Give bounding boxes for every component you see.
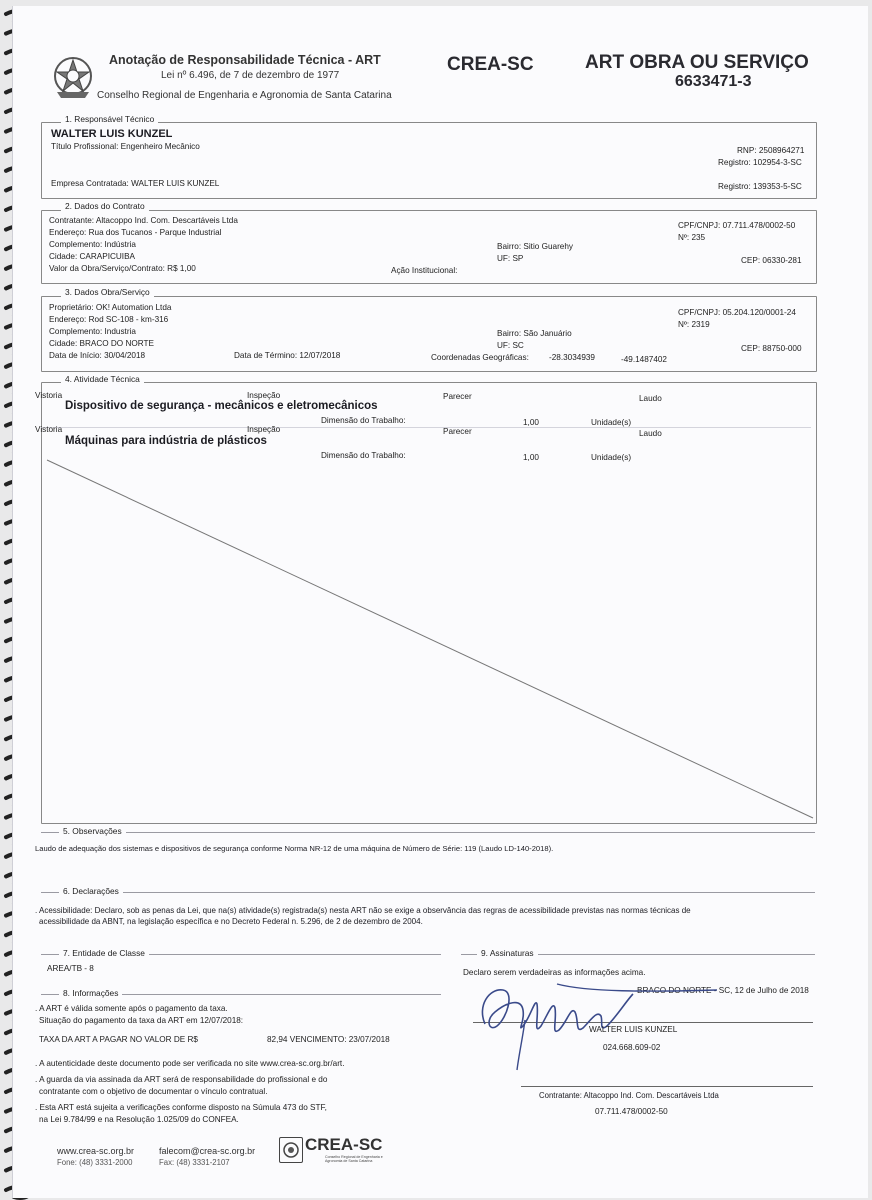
- acao-institucional: Ação Institucional:: [391, 266, 458, 275]
- section-5-title: 5. Observações: [59, 826, 126, 836]
- section-6-title: 6. Declarações: [59, 886, 123, 896]
- titulo-profissional: Título Profissional: Engenheiro Mecânico: [51, 142, 200, 151]
- activity-laudo: Laudo: [639, 394, 662, 403]
- declaracao-line-1: . Acessibilidade: Declaro, sob as penas da Lei, que na(s) atividade(s) registrada(s) nesta ART não se exige a observância das regras de acessibilidade previstas nas normas técnicas de: [35, 906, 691, 915]
- art-type: ART OBRA OU SERVIÇO: [585, 52, 809, 73]
- header-law: Lei nº 6.496, de 7 de dezembro de 1977: [161, 70, 340, 81]
- contrato-valor: Valor da Obra/Serviço/Contrato: R$ 1,00: [49, 264, 196, 273]
- declaracao-line-2: acessibilidade da ABNT, na legislação específica e no Decreto Federal n. 5.296, de 2 de dezembro de 2004.: [39, 917, 423, 926]
- obra-endereco: Endereço: Rod SC-108 - km-316: [49, 315, 169, 324]
- footer-email: falecom@crea-sc.org.br: [159, 1146, 256, 1156]
- contrato-cep: CEP: 06330-281: [741, 256, 802, 265]
- footer-logo-sub: Conselho Regional de Engenharia e Agronomia de Santa Catarina: [325, 1155, 383, 1163]
- responsavel-name: WALTER LUIS KUNZEL: [51, 128, 173, 140]
- footer-site: www.crea-sc.org.br: [57, 1146, 135, 1156]
- longitude: -49.1487402: [621, 355, 667, 364]
- activity-inspecao: Inspeção: [247, 425, 281, 434]
- obra-uf: UF: SC: [497, 341, 524, 350]
- art-document: [12, 6, 868, 1198]
- dimension-value: 1,00: [523, 418, 539, 427]
- contrato-cpf: CPF/CNPJ: 07.711.478/0002-50: [678, 221, 796, 230]
- activity-description: Máquinas para indústria de plásticos: [65, 435, 267, 447]
- entidade-classe: AREA/TB - 8: [47, 964, 94, 973]
- contratante-sign: Contratante: Altacoppo Ind. Com. Descartáveis Ltda: [539, 1091, 719, 1100]
- obra-bairro: Bairro: São Januário: [497, 329, 572, 338]
- section-3-title: 3. Dados Obra/Serviço: [61, 287, 154, 297]
- dimension-unit: Unidade(s): [591, 453, 632, 462]
- proprietario: Proprietário: OK! Automation Ltda: [49, 303, 172, 312]
- activity-vistoria: Vistoria: [35, 425, 63, 434]
- data-termino: Data de Término: 12/07/2018: [234, 351, 341, 360]
- signatario-nome: WALTER LUIS KUNZEL: [589, 1025, 678, 1034]
- footer-fone: Fone: (48) 3331-2000: [57, 1158, 133, 1167]
- info-line-8: na Lei 9.784/99 e na Resolução 1.025/09 do CONFEA.: [39, 1115, 239, 1124]
- footer-logo-text: CREA-SC: [305, 1135, 383, 1154]
- contrato-bairro: Bairro: Sitio Guarehy: [497, 242, 573, 251]
- crea-logo-icon: [279, 1137, 303, 1163]
- activity-vistoria: Vistoria: [35, 391, 63, 400]
- section-1-title: 1. Responsável Técnico: [61, 114, 158, 124]
- rnp: RNP: 2508964271: [737, 146, 805, 155]
- void-strike-line: [41, 382, 817, 824]
- info-line-3b: 82,94 VENCIMENTO: 23/07/2018: [267, 1035, 390, 1044]
- obra-cidade: Cidade: BRACO DO NORTE: [49, 339, 154, 348]
- contratante-sign-line: [521, 1086, 813, 1087]
- art-number: 6633471-3: [675, 73, 752, 90]
- handwritten-signature: [467, 966, 727, 1076]
- contrato-uf: UF: SP: [497, 254, 524, 263]
- contrato-cidade: Cidade: CARAPICUIBA: [49, 252, 136, 261]
- section-6-rule: [41, 892, 815, 893]
- dimension-label: Dimensão do Trabalho:: [321, 451, 406, 460]
- header-title: Anotação de Responsabilidade Técnica - ART: [109, 53, 381, 67]
- info-line-7: . Esta ART está sujeita a verificações conforme disposto na Súmula 473 do STF,: [35, 1103, 327, 1112]
- section-5-rule: [41, 832, 815, 833]
- activity-description: Dispositivo de segurança - mecânicos e eletromecânicos: [65, 400, 378, 412]
- contrato-endereco: Endereço: Rua dos Tucanos - Parque Industrial: [49, 228, 222, 237]
- obra-cpf: CPF/CNPJ: 05.204.120/0001-24: [678, 308, 796, 317]
- info-line-6: contratante com o objetivo de documentar o vínculo contratual.: [39, 1087, 268, 1096]
- activity-inspecao: Inspeção: [247, 391, 281, 400]
- dimension-value: 1,00: [523, 453, 539, 462]
- observacoes-text: Laudo de adequação dos sistemas e dispositivos de segurança conforme Norma NR-12 de uma máquina de Número de Série: 119 (Laudo LD-140-2018).: [35, 844, 554, 853]
- info-line-2: Situação do pagamento da taxa da ART em 12/07/2018:: [39, 1016, 244, 1025]
- empresa-contratada: Empresa Contratada: WALTER LUIS KUNZEL: [51, 179, 220, 188]
- activity-parecer: Parecer: [443, 427, 472, 436]
- info-line-5: . A guarda da via assinada da ART será de responsabilidade do profissional e do: [35, 1075, 328, 1084]
- latitude: -28.3034939: [549, 353, 595, 362]
- section-7-title: 7. Entidade de Classe: [59, 948, 149, 958]
- info-line-4: . A autenticidade deste documento pode ser verificada no site www.crea-sc.org.br/art.: [35, 1059, 345, 1068]
- data-inicio: Data de Início: 30/04/2018: [49, 351, 146, 360]
- coordenadas-label: Coordenadas Geográficas:: [431, 353, 529, 362]
- info-line-3: TAXA DA ART A PAGAR NO VALOR DE R$: [39, 1035, 198, 1044]
- contrato-numero: Nº: 235: [678, 233, 706, 242]
- signatario-doc: 024.668.609-02: [603, 1043, 661, 1052]
- local-data: BRACO DO NORTE - SC, 12 de Julho de 2018: [637, 986, 809, 995]
- dimension-unit: Unidade(s): [591, 418, 632, 427]
- activity-laudo: Laudo: [639, 429, 662, 438]
- section-9-title: 9. Assinaturas: [477, 948, 538, 958]
- registro: Registro: 102954-3-SC: [718, 158, 802, 167]
- contratante: Contratante: Altacoppo Ind. Com. Descartáveis Ltda: [49, 216, 238, 225]
- obra-numero: Nº: 2319: [678, 320, 710, 329]
- crea-title: CREA-SC: [447, 54, 534, 75]
- section-4-title: 4. Atividade Técnica: [61, 374, 144, 384]
- obra-complemento: Complemento: Industria: [49, 327, 136, 336]
- registro-empresa: Registro: 139353-5-SC: [718, 182, 802, 191]
- section-8-title: 8. Informações: [59, 988, 122, 998]
- declaro-verdadeiras: Declaro serem verdadeiras as informações acima.: [463, 968, 646, 977]
- header-council: Conselho Regional de Engenharia e Agronomia de Santa Catarina: [97, 90, 392, 101]
- activity-parecer: Parecer: [443, 392, 472, 401]
- dimension-label: Dimensão do Trabalho:: [321, 416, 406, 425]
- contratante-cnpj: 07.711.478/0002-50: [595, 1107, 668, 1116]
- obra-cep: CEP: 88750-000: [741, 344, 802, 353]
- info-line-1: . A ART é válida somente após o pagamento da taxa.: [35, 1004, 228, 1013]
- contrato-complemento: Complemento: Indústria: [49, 240, 136, 249]
- footer-fax: Fax: (48) 3331-2107: [159, 1158, 230, 1167]
- coat-of-arms-icon: [51, 52, 95, 102]
- section-2-title: 2. Dados do Contrato: [61, 201, 149, 211]
